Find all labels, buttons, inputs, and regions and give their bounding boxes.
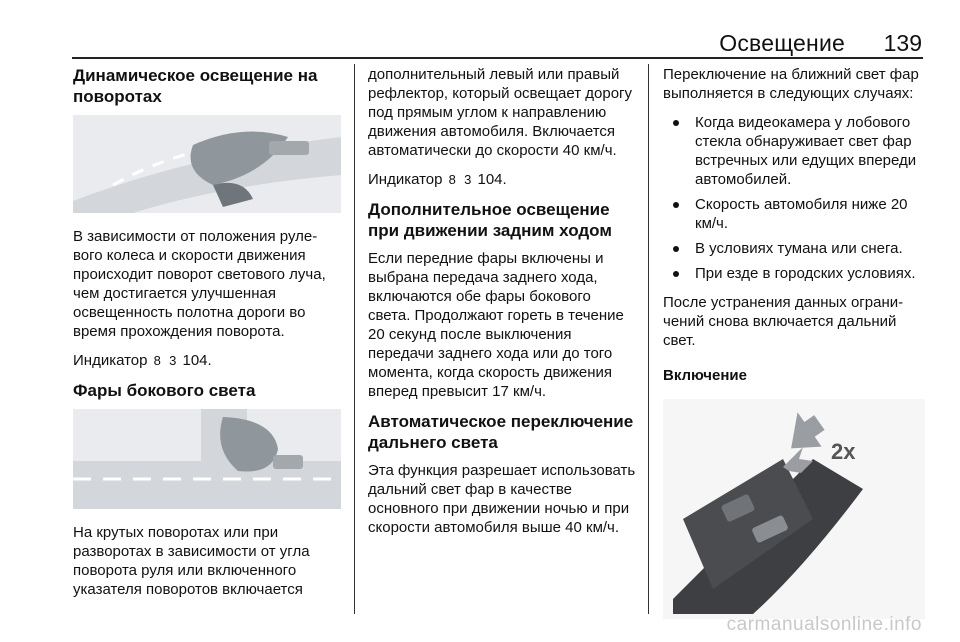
stalk-switch-illustration	[663, 399, 925, 619]
page-reference-icon: 3	[464, 172, 472, 187]
page-reference-icon: 3	[169, 353, 177, 368]
paragraph-auto-high-beam: Эта функция разрешает использовать дальний свет фар в качестве основного при движении ночью и при скорости автомобиля выше 40 км/ч.	[368, 462, 636, 536]
side-light-indicator-icon: 8	[448, 172, 456, 187]
column-2	[368, 65, 636, 547]
indicator-reference-2	[368, 170, 636, 189]
paragraph-side-lights-continued: дополнительный левый или правый рефлектор, который освещает дорогу под прямым углом к направлению движения автомобиля. Включается автоматически до скорости 40 км/ч.	[368, 66, 633, 159]
paragraph-cornering-description: В зависимости от положения рулевого колеса и скорости движения происходит поворот светового луча, чем достигается улучшенная освещенность полотна дороги во время прохождения поворота.	[73, 228, 326, 340]
heading-activation: Включение	[663, 367, 747, 384]
list-item: При езде в городских условиях.	[663, 264, 931, 283]
heading-reverse-lighting: Дополнительное освещение при движении задним ходом	[368, 200, 612, 240]
heading-dynamic-cornering-light: Динамическое освещение на поворотах	[73, 66, 318, 106]
header-rule	[72, 57, 923, 59]
list-item: В условиях тумана или снега.	[663, 239, 931, 258]
page-reference: 104.	[477, 171, 507, 188]
page-number: 139	[883, 30, 922, 56]
cornering-light-illustration	[73, 115, 341, 213]
page-reference: 104.	[182, 352, 212, 369]
watermark: carmanualsonline.info	[726, 614, 922, 635]
header-title: Освещение	[719, 30, 845, 56]
column-1	[73, 65, 341, 609]
side-light-illustration	[73, 409, 341, 509]
paragraph-reverse-lighting: Если передние фары включены и выбрана передача заднего хода, включаются обе фары бокового света. Продолжают гореть в течение 20 секунд после выключения передачи заднего хода или до того момента, когда скорость движения вперед превысит 17 км/ч.	[368, 250, 624, 400]
list-item: Когда видеокамера у лобового стекла обнаруживает свет фар встречных или едущих впереди автомобилей.	[663, 113, 931, 189]
heading-auto-high-beam: Автоматическое переключение дальнего света	[368, 412, 634, 452]
indicator-label: Индикатор	[368, 171, 443, 188]
indicator-reference-1	[73, 351, 341, 370]
paragraph-low-beam-conditions: Переключение на ближний свет фар выполняется в следующих случаях:	[663, 66, 919, 102]
list-item: Скорость автомобиля ниже 20 км/ч.	[663, 195, 931, 233]
cornering-light-indicator-icon: 8	[153, 353, 161, 368]
column-divider-1	[354, 64, 355, 614]
column-3	[663, 65, 931, 633]
paragraph-high-beam-restore: После устранения данных ограничений снова включается дальний свет.	[663, 294, 904, 349]
paragraph-side-lights-description: На крутых поворотах или при разворотах в зависимости от угла поворота руля или включенного указателя поворотов включается	[73, 524, 310, 598]
figure-label-2x: 2x	[831, 439, 856, 464]
heading-side-lights: Фары бокового света	[73, 381, 256, 400]
column-divider-2	[648, 64, 649, 614]
conditions-list	[663, 113, 931, 283]
indicator-label: Индикатор	[73, 352, 148, 369]
